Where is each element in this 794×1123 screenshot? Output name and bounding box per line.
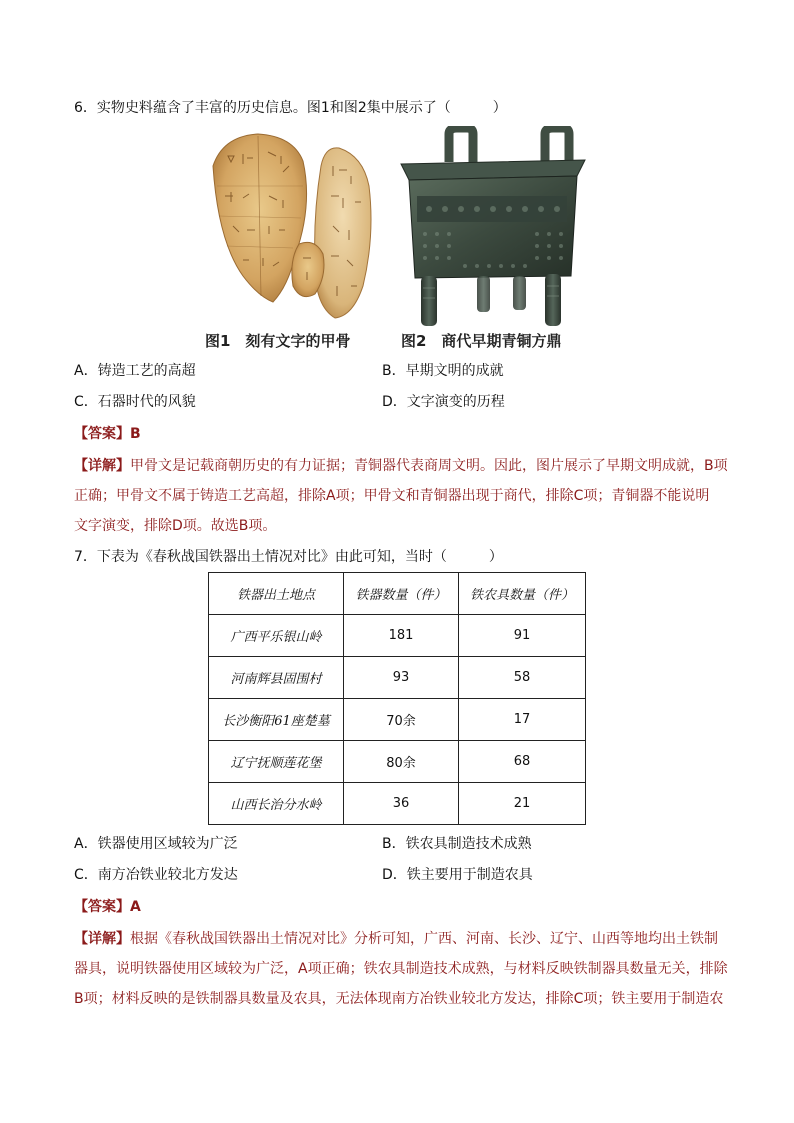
table-row bbox=[209, 783, 586, 825]
table-cell: 36 bbox=[344, 783, 459, 825]
q6-answer: 【答案】B bbox=[74, 426, 141, 442]
q7-explanation-line-2: 器具，说明铁器使用区域较为广泛，A项正确；铁农具制造技术成熟，与材料反映铁制器具数量无关，排除 bbox=[74, 961, 728, 977]
q6-option-d: D．文字演变的历程 bbox=[382, 394, 505, 410]
table-cell: 21 bbox=[459, 783, 586, 825]
q7-explanation-line-3: B项；材料反映的是铁制器具数量及农具，无法体现南方冶铁业较北方发达，排除C项；铁主要用于制造农 bbox=[74, 991, 724, 1007]
figure-1-caption: 图1 刻有文字的甲骨 bbox=[205, 332, 351, 350]
table-header-cell: 铁农具数量（件） bbox=[459, 573, 586, 615]
q6-explanation-text-1: 甲骨文是记载商朝历史的有力证据；青铜器代表商周文明。因此，图片展示了早期文明成就，B项 bbox=[130, 458, 728, 474]
table-header-row bbox=[209, 573, 586, 615]
q6-option-a: A．铸造工艺的高超 bbox=[74, 363, 196, 379]
figure-2-caption: 图2 商代早期青铜方鼎 bbox=[401, 332, 562, 350]
table-cell: 58 bbox=[459, 657, 586, 699]
iron-artifacts-table bbox=[208, 572, 586, 825]
table-header-cell: 铁器数量（件） bbox=[344, 573, 459, 615]
q6-option-b: B．早期文明的成就 bbox=[382, 363, 504, 379]
bronze-ding-image bbox=[395, 126, 591, 330]
q7-answer: 【答案】A bbox=[74, 899, 141, 915]
q7-option-c: C．南方冶铁业较北方发达 bbox=[74, 867, 238, 883]
q7-option-a: A．铁器使用区域较为广泛 bbox=[74, 836, 238, 852]
table-cell: 93 bbox=[344, 657, 459, 699]
table-cell: 68 bbox=[459, 741, 586, 783]
table-cell: 91 bbox=[459, 615, 586, 657]
table-row bbox=[209, 699, 586, 741]
table-cell: 山西长治分水岭 bbox=[209, 783, 344, 825]
q6-explanation-label: 【详解】 bbox=[74, 458, 130, 474]
question-7-stem: 7．下表为《春秋战国铁器出土情况对比》由此可知，当时（ ） bbox=[74, 549, 503, 565]
q7-explanation-label: 【详解】 bbox=[74, 931, 130, 947]
question-6-stem: 6．实物史料蕴含了丰富的历史信息。图1和图2集中展示了（ ） bbox=[74, 100, 507, 116]
q7-explanation-line-1 bbox=[74, 929, 718, 949]
q7-option-d: D．铁主要用于制造农具 bbox=[382, 867, 533, 883]
q6-explanation-line-2: 正确；甲骨文不属于铸造工艺高超，排除A项；甲骨文和青铜器出现于商代，排除C项；青铜器不能说明 bbox=[74, 488, 710, 504]
q6-option-c: C．石器时代的风貌 bbox=[74, 394, 196, 410]
table-cell: 河南辉县固围村 bbox=[209, 657, 344, 699]
oracle-bone-image bbox=[203, 126, 379, 326]
table-cell: 181 bbox=[344, 615, 459, 657]
table-cell: 80余 bbox=[344, 741, 459, 783]
table-row bbox=[209, 615, 586, 657]
table-cell: 辽宁抚顺莲花堡 bbox=[209, 741, 344, 783]
table-cell: 17 bbox=[459, 699, 586, 741]
q6-explanation-line-1 bbox=[74, 456, 728, 476]
q7-explanation-text-1: 根据《春秋战国铁器出土情况对比》分析可知，广西、河南、长沙、辽宁、山西等地均出土铁制 bbox=[130, 931, 718, 947]
table-cell: 长沙衡阳61座楚墓 bbox=[209, 699, 344, 741]
table-cell: 70余 bbox=[344, 699, 459, 741]
q7-option-b: B．铁农具制造技术成熟 bbox=[382, 836, 532, 852]
table-row bbox=[209, 657, 586, 699]
q6-explanation-line-3: 文字演变，排除D项。故选B项。 bbox=[74, 518, 277, 534]
question-6-figures bbox=[203, 126, 591, 354]
table-cell: 广西平乐银山岭 bbox=[209, 615, 344, 657]
table-header-cell: 铁器出土地点 bbox=[209, 573, 344, 615]
table-row bbox=[209, 741, 586, 783]
